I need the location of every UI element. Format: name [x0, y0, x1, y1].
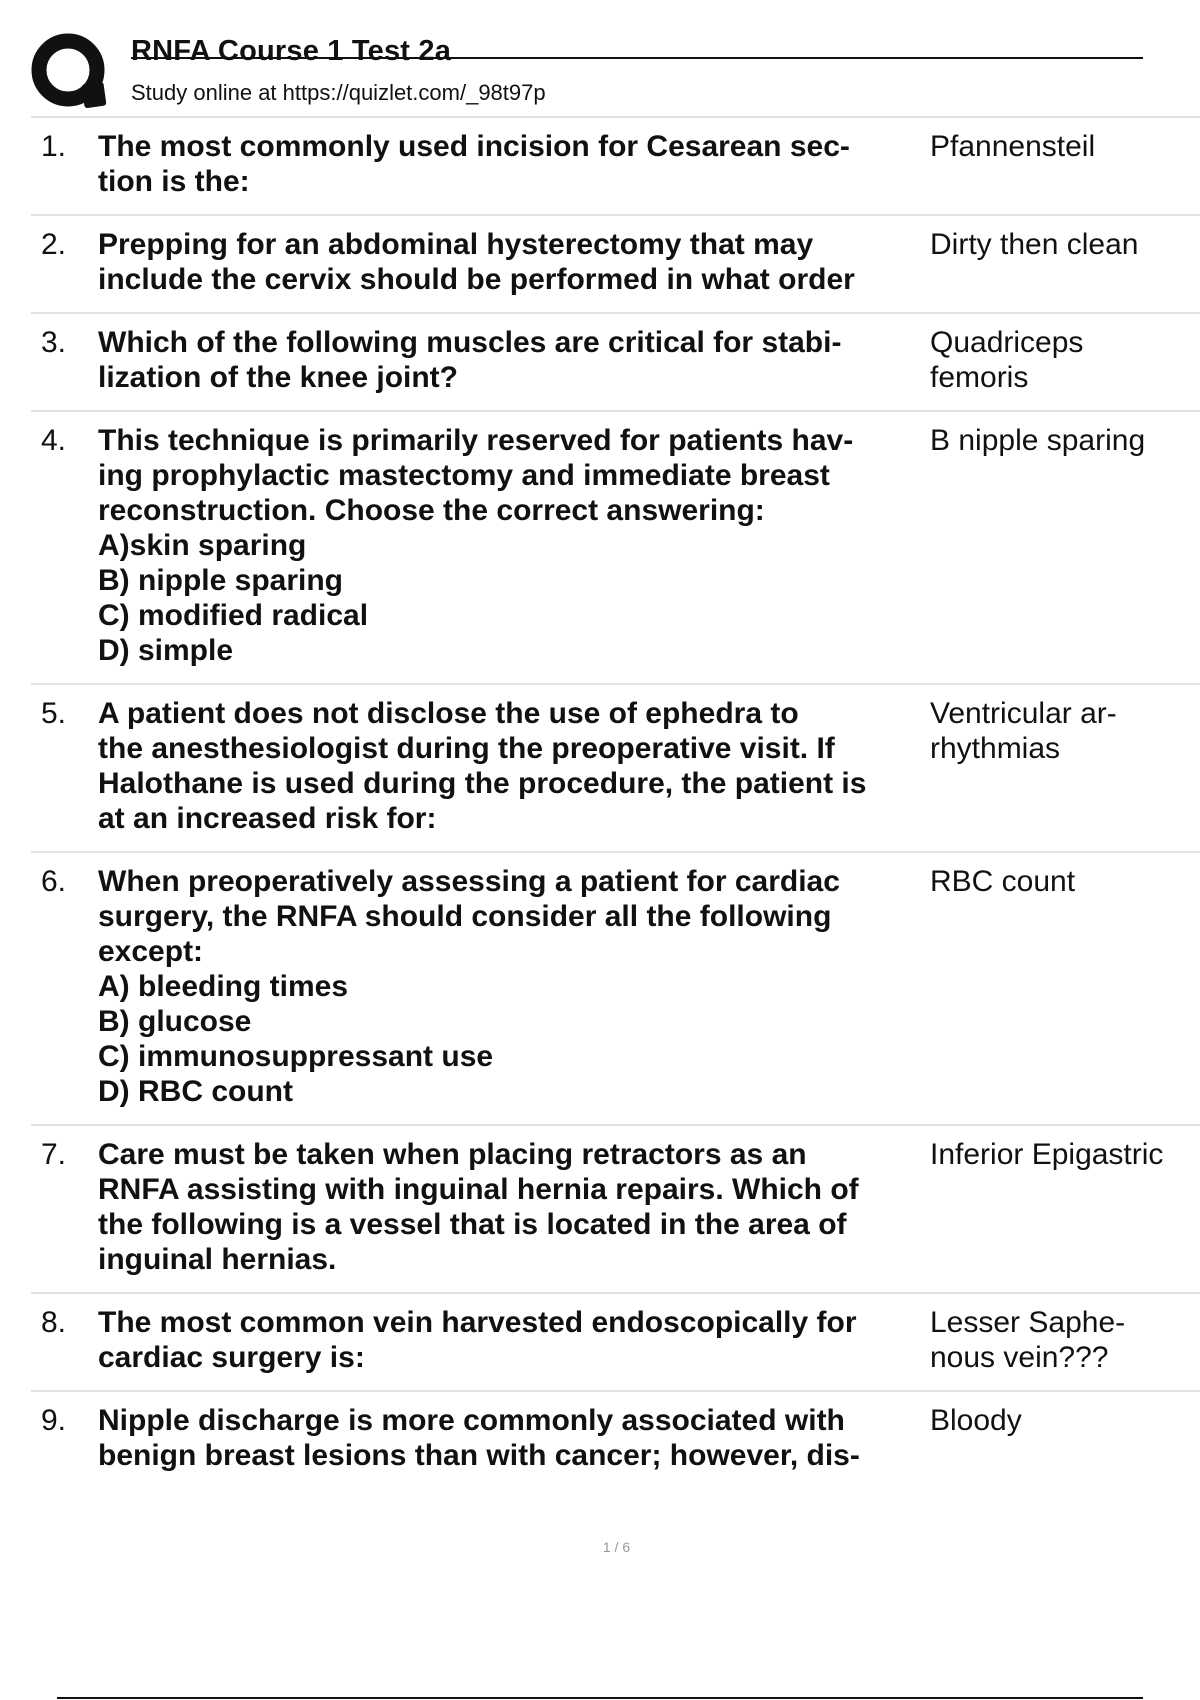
card-row-4 — [31, 412, 1200, 685]
card-number: 8. — [41, 1306, 67, 1339]
card-question: Which of the following muscles are critical for stabi- lization of the knee joint? — [98, 326, 842, 394]
card-number: 3. — [41, 326, 67, 359]
card-row-5 — [31, 685, 1200, 853]
study-online-label: Study online at — [131, 80, 283, 105]
card-number: 7. — [41, 1138, 67, 1171]
card-question: Nipple discharge is more commonly associated with benign breast lesions than with cancer; however, dis- — [98, 1404, 860, 1472]
page-number: 1 / 6 — [602, 1539, 631, 1555]
card-number: 4. — [41, 424, 67, 457]
card-answer: Bloody — [930, 1404, 1022, 1437]
document-title: RNFA Course 1 Test 2a — [131, 35, 452, 67]
card-answer: RBC count — [930, 865, 1076, 898]
card-row-9 — [31, 1392, 1200, 1488]
card-question: When preoperatively assessing a patient for cardiac surgery, the RNFA should consider all the following except: A) bleeding times B) glucose C) immunosuppressant use D) RBC count — [98, 865, 840, 1108]
card-row-3 — [31, 314, 1200, 412]
quizlet-logo-icon — [31, 33, 109, 111]
card-answer: Lesser Saphe- nous vein??? — [930, 1306, 1126, 1374]
card-answer: Ventricular ar- rhythmias — [930, 697, 1117, 765]
card-number: 9. — [41, 1404, 67, 1437]
card-row-2 — [31, 216, 1200, 314]
card-question: The most common vein harvested endoscopically for cardiac surgery is: — [98, 1306, 857, 1374]
card-number: 6. — [41, 865, 67, 898]
card-question: Care must be taken when placing retractors as an RNFA assisting with inguinal hernia repairs. Which of the following is a vessel that is located in the area of inguinal hernias. — [98, 1138, 859, 1276]
card-number: 5. — [41, 697, 67, 730]
card-question: This technique is primarily reserved for patients hav- ing prophylactic mastectomy and immediate breast reconstruction. Choose the correct answering: A)skin sparing B) nipple sparing C) modified radical D) simple — [98, 424, 854, 667]
card-number: 1. — [41, 130, 67, 163]
card-answer: Inferior Epigastric — [930, 1138, 1164, 1171]
card-number: 2. — [41, 228, 67, 261]
study-url-link[interactable]: https://quizlet.com/_98t97p — [282, 80, 546, 105]
card-answer: Pfannensteil — [930, 130, 1096, 163]
card-answer: Quadriceps femoris — [930, 326, 1084, 394]
study-online-line — [131, 80, 546, 106]
card-question: A patient does not disclose the use of ephedra to the anesthesiologist during the preoperative visit. If Halothane is used during the procedure, the patient is at an increased risk for: — [98, 697, 867, 835]
footer-rule — [57, 1697, 1143, 1699]
flashcard-list — [31, 116, 1200, 1488]
card-row-1 — [31, 118, 1200, 216]
card-answer: B nipple sparing — [930, 424, 1146, 457]
card-row-7 — [31, 1126, 1200, 1294]
card-row-6 — [31, 853, 1200, 1126]
card-question: The most commonly used incision for Cesarean sec- tion is the: — [98, 130, 850, 198]
card-question: Prepping for an abdominal hysterectomy that may include the cervix should be performed in what order — [98, 228, 855, 296]
card-row-8 — [31, 1294, 1200, 1392]
card-answer: Dirty then clean — [930, 228, 1139, 261]
